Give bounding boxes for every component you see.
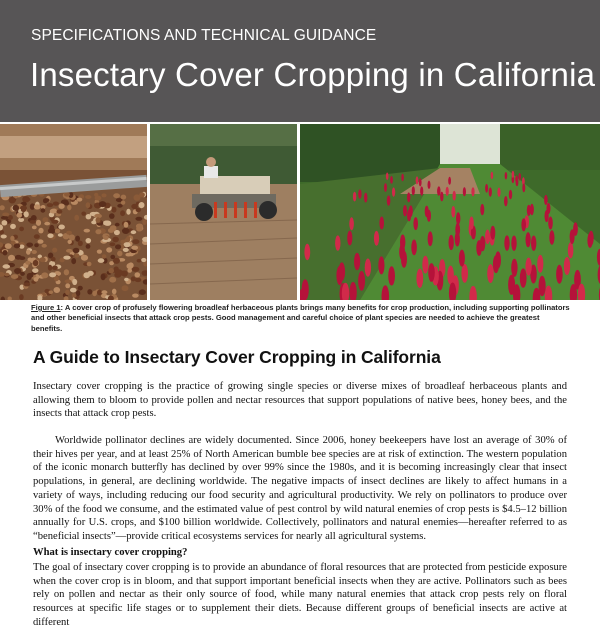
clover-flower (459, 250, 465, 267)
clover-orchard-photo (300, 124, 600, 300)
header-banner (0, 0, 600, 122)
clover-flower (358, 189, 361, 199)
clover-flower (399, 244, 405, 260)
seed (13, 205, 20, 211)
seed (101, 274, 106, 280)
seed (44, 222, 50, 226)
seed (66, 231, 72, 235)
seed (42, 217, 48, 222)
seed (109, 213, 115, 219)
clover-flower (485, 184, 488, 193)
clover-flower (411, 240, 417, 256)
clover-flower (489, 187, 492, 196)
seed (86, 244, 91, 249)
seed (48, 265, 52, 271)
clover-flower (549, 230, 554, 245)
clover-flower (469, 217, 474, 230)
seed (76, 290, 80, 296)
seed (112, 207, 117, 213)
clover-flower (416, 269, 423, 288)
seed (64, 201, 69, 205)
clover-flower (374, 231, 379, 246)
seed (139, 289, 146, 295)
clover-flower (365, 259, 371, 277)
seed (86, 214, 92, 219)
clover-flower (412, 186, 415, 195)
seed (112, 237, 119, 243)
seed (77, 198, 83, 202)
clover-flower (451, 206, 455, 218)
clover-flower (455, 232, 460, 247)
tractor-illustration (150, 124, 297, 300)
seed (58, 225, 65, 230)
clover-flower (522, 184, 525, 193)
seed (49, 272, 56, 277)
seed (26, 243, 33, 248)
seed (55, 229, 60, 234)
seed (23, 198, 30, 202)
seed (71, 258, 76, 264)
clover-flower (416, 176, 419, 184)
seed (113, 193, 120, 198)
seed (87, 289, 92, 294)
clover-flower (403, 205, 407, 216)
seed (132, 267, 140, 272)
seed (49, 290, 54, 294)
seed (34, 277, 39, 282)
seed (70, 288, 77, 293)
clover-flower (495, 251, 501, 268)
clover-flower (463, 187, 466, 196)
clover-flower (354, 253, 360, 270)
goal-paragraph: The goal of insectary cover cropping is to provide an abundance of floral resources that are protected from pesticide exposure when the cover crop is in bloom, and that support important beneficial insects when they are active. Pollinators such as bees rely on pollen and nectar as their only source of food, while many natural enemies that attack crop pests rely on floral resources at specific life stages or to supplement their diets. Because different groups of beneficial insects are active at different (33, 562, 567, 628)
clover-flower (349, 217, 354, 230)
seed (78, 286, 83, 291)
seed (52, 266, 58, 271)
seed (53, 202, 59, 206)
tractor-photo (150, 124, 297, 300)
header-kicker: SPECIFICATIONS AND TECHNICAL GUIDANCE (31, 27, 377, 44)
clover-flower (497, 188, 500, 197)
clover-flower (353, 192, 356, 202)
seed (54, 287, 61, 293)
seed (67, 205, 71, 211)
clover-flower (437, 187, 440, 196)
figure-caption-text: : A cover crop of profusely flowering broadleaf herbaceous plants brings many benefits for crop production, including supporting pollinators and other beneficial insects that attack crop pests. Good management and careful choice of plant species are needed to achieve the greatest benefits. (31, 303, 570, 333)
clover-flower (447, 266, 454, 285)
seed (64, 269, 69, 275)
clover-flower (518, 173, 521, 181)
seed (51, 220, 58, 224)
clover-flower (387, 195, 391, 205)
clover-flower (448, 177, 451, 185)
seed (2, 220, 8, 225)
seed (124, 242, 131, 247)
seed (33, 260, 39, 266)
seed (64, 192, 70, 196)
clover-flower (570, 229, 575, 244)
seed (47, 233, 53, 238)
clover-flower (587, 233, 592, 248)
clover-flower (379, 217, 384, 230)
section-title: A Guide to Insectary Cover Cropping in California (33, 347, 441, 367)
seed (34, 243, 39, 247)
seed (97, 290, 102, 296)
seed (135, 272, 141, 277)
seed (135, 217, 142, 221)
seed (58, 233, 63, 237)
seed (117, 251, 122, 257)
seed (78, 241, 83, 247)
clover-flower (531, 236, 536, 251)
seed (32, 268, 38, 273)
seed (38, 239, 44, 243)
clover-flower (449, 235, 454, 250)
clover-flower (491, 172, 494, 179)
seed (124, 238, 130, 242)
clover-flower (480, 204, 484, 215)
figure-label: Figure 1 (31, 303, 61, 312)
seed (81, 255, 88, 261)
clover-flower (413, 217, 418, 230)
seed (132, 239, 139, 244)
seed (137, 259, 142, 263)
clover-flower (471, 187, 474, 196)
seed (8, 215, 13, 220)
seed (95, 229, 101, 234)
seed (121, 200, 125, 204)
seed (19, 227, 24, 232)
seed (15, 255, 22, 260)
seed (124, 278, 129, 282)
clover-flower (446, 187, 449, 196)
seeds-illustration (0, 124, 147, 300)
clover-flower (407, 192, 410, 202)
clover-flower (564, 257, 570, 275)
seed (65, 283, 70, 288)
clover-flower (364, 193, 367, 203)
clover-flower (401, 174, 404, 182)
seed (141, 258, 146, 262)
subheading: What is insectary cover cropping? (33, 547, 188, 558)
seed (109, 242, 115, 246)
seed (110, 225, 117, 231)
clover-flower (388, 266, 395, 285)
seed (29, 220, 36, 224)
clover-flower (548, 217, 553, 230)
seed (17, 213, 23, 218)
seed (96, 217, 101, 223)
clover-flower (428, 263, 435, 282)
seed (69, 234, 75, 240)
clover-flower (490, 226, 495, 240)
seed (85, 195, 91, 199)
seed (132, 294, 139, 298)
seed (32, 250, 37, 254)
seed (20, 272, 25, 276)
seed (59, 204, 65, 209)
seed (72, 293, 77, 297)
clover-flower (302, 279, 309, 300)
seed (47, 203, 54, 207)
clover-flower (485, 230, 490, 245)
seed (98, 258, 105, 263)
seed (5, 243, 12, 249)
clover-flower (539, 276, 546, 296)
seed (103, 236, 109, 240)
seed (4, 273, 9, 277)
seed (142, 219, 147, 225)
seed (42, 244, 47, 248)
seed (102, 254, 107, 258)
clover-flower (304, 244, 310, 260)
seed (50, 209, 58, 214)
seed (86, 202, 91, 208)
declines-paragraph: Worldwide pollinator declines are widely documented. Since 2006, honey beekeepers have lost an average of 30% of their hives per year, and at least 25% of North American bumble bee species are at risk of extinction. The western population of the iconic monarch butterfly has declined by over 99% since the 1980s, and it is becoming increasingly clear that insect populations, in general, are declining worldwide. The negative impacts of insect declines are likely to affect humans in a variety of ways, including reducing our food security and agricultural productivity. We rely on pollinators to produce over 30% of the food we consume, and the estimated value of pest control by wild natural enemies of crop pests is $4.5–12 billion annually for U.S. crops, and $100 billion worldwide. Collectively, pollinators and natural enemies—hereafter referred to as “beneficial insects”—provide critical ecosystems services for nearly all agricultural systems. (33, 435, 567, 542)
seed (73, 248, 80, 253)
clover-flower (378, 256, 384, 274)
seed (57, 210, 63, 214)
seed (101, 290, 107, 294)
seed (136, 208, 141, 212)
seed (51, 257, 56, 262)
seed (139, 192, 145, 197)
clover-flower (339, 262, 346, 281)
seed (1, 216, 8, 220)
clover-flower (526, 232, 531, 247)
clover-flower (521, 218, 526, 231)
seed (21, 208, 26, 212)
seed (124, 222, 129, 228)
clover-flower (390, 176, 393, 184)
seed (3, 264, 11, 268)
seed (24, 282, 31, 286)
seed (112, 289, 117, 295)
seed (41, 208, 46, 212)
clover-flower (537, 255, 543, 273)
seed (26, 249, 31, 254)
seed (8, 255, 15, 261)
seed (72, 279, 77, 285)
clover-flower (347, 231, 352, 246)
seed (75, 253, 80, 258)
seed (10, 224, 16, 229)
clover-flower (505, 172, 508, 179)
seed (34, 234, 40, 239)
clover-flower (525, 258, 531, 276)
seed (65, 279, 72, 283)
seed (125, 253, 131, 257)
seed (101, 193, 106, 197)
seed (34, 204, 41, 209)
seed (43, 198, 50, 202)
seed (131, 246, 138, 250)
seed (122, 285, 129, 291)
seed (117, 204, 122, 208)
seed (113, 258, 120, 264)
clover-flower (556, 265, 563, 284)
seed (86, 238, 92, 243)
seed (87, 271, 93, 276)
clover-illustration (300, 124, 600, 300)
seed (11, 274, 18, 279)
seed (131, 230, 137, 234)
clover-flower (386, 173, 389, 180)
clover-flower (419, 178, 422, 186)
seed (38, 228, 43, 234)
seed (136, 226, 143, 231)
seed (87, 262, 92, 267)
seed (25, 261, 30, 265)
seed (115, 223, 120, 227)
seed (126, 209, 130, 215)
seed (68, 240, 72, 244)
clover-flower (420, 186, 423, 195)
seed (2, 213, 9, 217)
seed (11, 241, 16, 245)
seed (41, 272, 48, 278)
seed (123, 248, 129, 252)
clover-flower (425, 206, 429, 218)
intro-paragraph: Insectary cover cropping is the practice of growing single species or diverse mixes of broadleaf herbaceous plants and allowing them to bloom to provide pollen and nectar resources that support populations of native bees, honey bees, and the insects that attack crop pests. (33, 381, 567, 420)
seed (9, 197, 16, 203)
seed (120, 210, 125, 216)
seed (99, 201, 106, 207)
seed (65, 290, 70, 295)
seed (115, 244, 121, 249)
clover-flower (422, 256, 428, 274)
figure-caption (31, 303, 571, 334)
seed (66, 249, 73, 253)
clover-flower (544, 195, 548, 205)
seed (27, 274, 32, 280)
clover-flower (428, 181, 431, 189)
seed (97, 250, 102, 254)
seed (48, 228, 56, 234)
clover-flower (568, 242, 574, 258)
seed (92, 291, 97, 296)
clover-flower (476, 240, 482, 256)
seed (139, 202, 145, 208)
clover-flower (456, 212, 460, 224)
seed (63, 256, 70, 260)
clover-flower (520, 268, 527, 287)
seed (24, 211, 29, 217)
seed (103, 221, 111, 226)
seed (10, 236, 14, 241)
seed (121, 195, 127, 200)
clover-flower (509, 190, 512, 200)
seed (40, 257, 46, 262)
seed (52, 248, 57, 253)
seed (84, 229, 90, 233)
seed (36, 220, 41, 226)
page-title: Insectary Cover Cropping in California (30, 56, 596, 93)
clover-flower (392, 187, 395, 196)
seed (81, 212, 86, 216)
figure-photo-strip (0, 124, 600, 300)
clover-flower (527, 205, 531, 216)
seed (135, 278, 142, 282)
clover-flower (487, 264, 494, 283)
clover-flower (516, 178, 519, 186)
clover-flower (335, 235, 340, 250)
clover-flower (384, 183, 387, 192)
seed (1, 235, 7, 239)
seed (32, 226, 37, 230)
seed (74, 215, 79, 221)
clover-flower (440, 192, 443, 202)
clover-flower (358, 271, 365, 291)
seed (109, 277, 116, 283)
clover-flower (545, 210, 549, 222)
seed (108, 268, 114, 274)
seed (19, 294, 24, 300)
seed (106, 247, 112, 252)
clover-flower (453, 191, 456, 201)
clover-flower (512, 171, 515, 178)
clover-flower (511, 259, 517, 277)
seed (122, 228, 129, 234)
clover-flower (504, 196, 508, 206)
clover-flower (428, 231, 433, 246)
clover-flower (504, 235, 509, 250)
clover-flower (511, 236, 516, 251)
clover-flower (461, 264, 468, 283)
seeds-photo (0, 124, 147, 300)
seed (3, 250, 8, 255)
seed (95, 196, 102, 201)
clover-flower (409, 205, 413, 217)
